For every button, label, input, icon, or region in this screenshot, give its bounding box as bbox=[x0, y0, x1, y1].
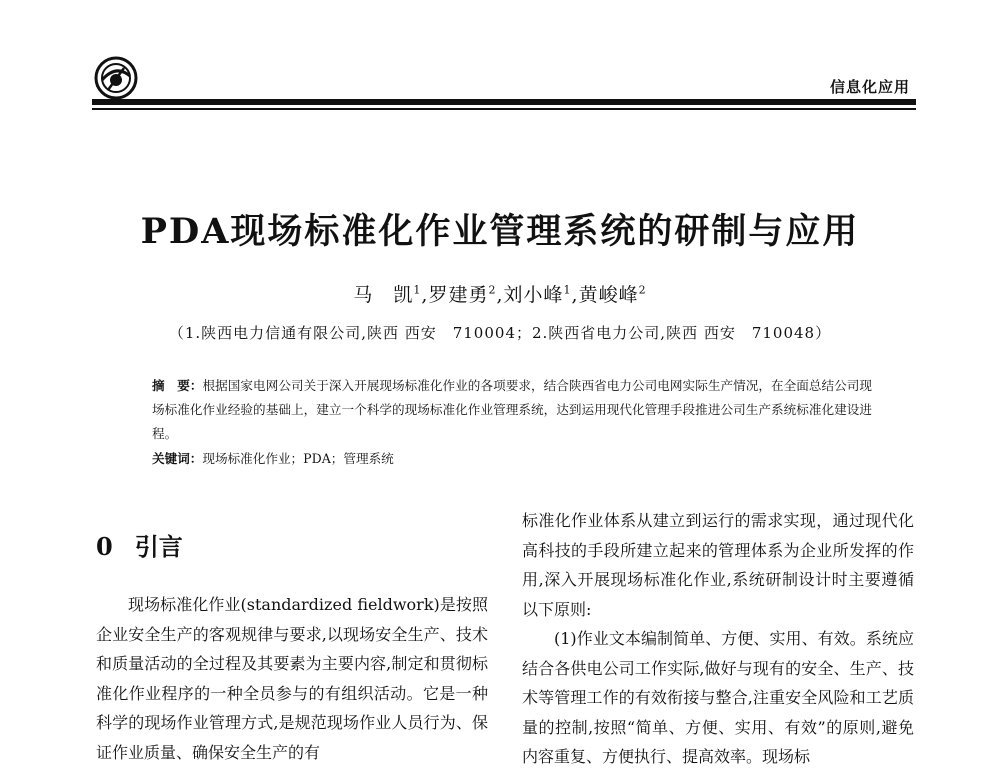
affiliations: （1.陕西电力信通有限公司,陕西 西安 710004；2.陕西省电力公司,陕西 西安 710048） bbox=[168, 324, 832, 342]
keywords-text: 现场标准化作业；PDA；管理系统 bbox=[202, 451, 394, 466]
author-affil-mark: 1 bbox=[413, 283, 422, 297]
intro-paragraph: 现场标准化作业(standardized fieldwork)是按照企业安全生产的客观规律与要求,以现场安全生产、技术和质量活动的全过程及其要素为主要内容,制定和贯彻标准化作业程序的一种全员参与的有组织活动。它是一种科学的现场作业管理方式,是规范现场作业人员行为、保证作业质量、确保安全生产的有 bbox=[96, 595, 488, 762]
section-title: 引言 bbox=[134, 532, 183, 561]
abstract-text: 根据国家电网公司关于深入开展现场标准化作业的各项要求，结合陕西省电力公司电网实际生产情况，在全面总结公司现场标准化作业经验的基础上，建立一个科学的现场标准化作业管理系统，达到运用现代化管理手段推进公司生产系统标准化建设进程。 bbox=[152, 378, 873, 441]
header-rule-thick bbox=[92, 99, 916, 105]
author-name: 罗建勇 bbox=[428, 284, 489, 306]
right-paragraph-continued: 标准化作业体系从建立到运行的需求实现，通过现代化高科技的手段所建立起来的管理体系为企业所发挥的作用,深入开展现场标准化作业,系统研制设计时主要遵循以下原则: bbox=[522, 511, 914, 619]
author-affil-mark: 2 bbox=[638, 283, 647, 297]
author-name: 黄峻峰 bbox=[578, 284, 639, 306]
section-tag: 信息化应用 bbox=[829, 78, 910, 96]
abstract-label: 摘 要： bbox=[152, 378, 203, 393]
keywords bbox=[152, 449, 872, 469]
journal-emblem-icon bbox=[94, 56, 138, 100]
author-affil-mark: 1 bbox=[563, 283, 572, 297]
section-heading bbox=[96, 527, 183, 562]
author-name: 马 凯 bbox=[353, 284, 414, 306]
article-title: PDA现场标准化作业管理系统的研制与应用 bbox=[140, 211, 860, 252]
principle-paragraph: (1)作业文本编制简单、方便、实用、有效。系统应结合各供电公司工作实际,做好与现有的安全、生产、技术等管理工作的有效衔接与整合,注重安全风险和工艺质量的控制,按照“简单、方便、实用、有效”的原则,避免内容重复、方便执行、提高效率。现场标 bbox=[522, 629, 914, 766]
author-affil-mark: 2 bbox=[488, 283, 497, 297]
left-column bbox=[96, 590, 488, 767]
right-column bbox=[522, 506, 914, 772]
keywords-label: 关键词： bbox=[152, 451, 203, 466]
author-list: 马 凯$^1$,罗建勇$^2$,刘小峰$^1$,黄峻峰$^2$ bbox=[353, 283, 647, 306]
header-rule-thin bbox=[92, 108, 916, 110]
author-name: 刘小峰 bbox=[503, 284, 564, 306]
section-number: 0 bbox=[96, 532, 113, 561]
abstract bbox=[152, 374, 872, 446]
